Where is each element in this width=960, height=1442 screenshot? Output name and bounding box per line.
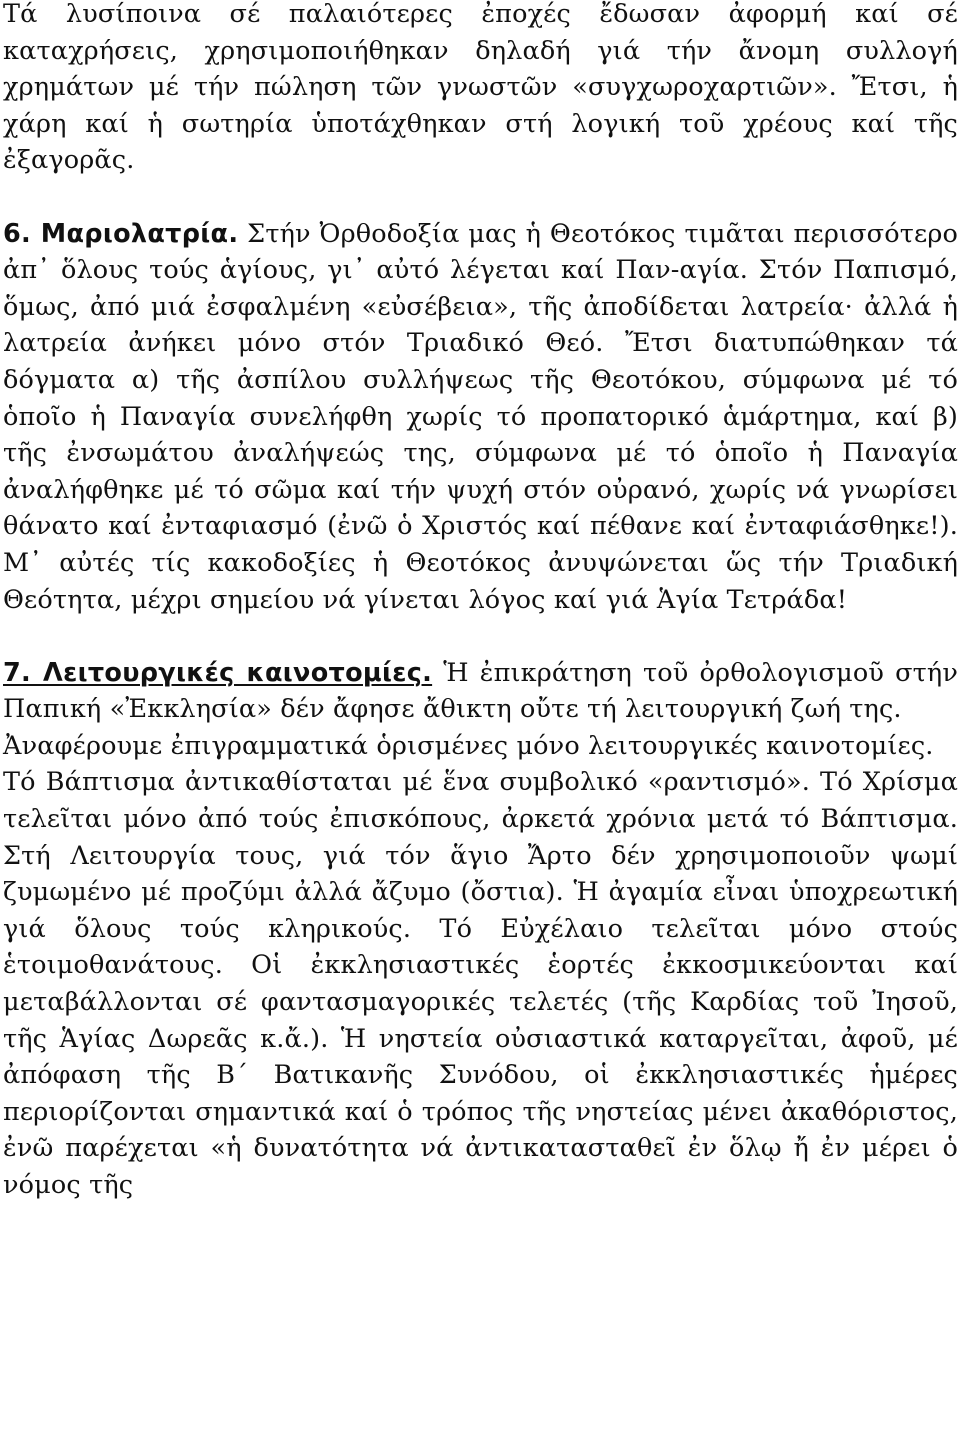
section-body-liturgical-innovations: Ἡ ἐπικράτηση τοῦ ὀρθολογισμοῦ στήν Παπική «Ἐκκλησία» δέν ἄφησε ἄθικτη οὔτε τή λειτουργική ζωή της. xyxy=(3,657,958,725)
paragraph-liturgical-innovations xyxy=(3,655,958,728)
paragraph-indulgences: Τά λυσίποινα σέ παλαιότερες ἐποχές ἔδωσαν ἀφορμή καί σέ καταχρήσεις, χρησιμοποιήθηκαν δηλαδή γιά τήν ἄνομη συλλογή χρημάτων μέ τήν πώληση τῶν γνωστῶν «συγχωροχαρτιῶν». Ἔτσι, ἡ χάρη καί ἡ σωτηρία ὑποτάχθηκαν στή λογική τοῦ χρέους καί τῆς ἐξαγορᾶς. xyxy=(3,0,958,176)
paragraph-mariolatry xyxy=(3,216,958,619)
section-heading-mariolatry: 6. Μαριολατρία. xyxy=(3,218,239,249)
section-heading-liturgical-innovations: 7. Λειτουργικές καινοτομίες. xyxy=(3,657,433,688)
paragraph-innovations-list: Τό Βάπτισμα ἀντικαθίσταται μέ ἕνα συμβολικό «ραντισμό». Τό Χρίσμα τελεῖται μόνο ἀπό τούς ἐπισκόπους, ἀρκετά χρόνια μετά τό Βάπτισμα. Στή Λειτουργία τους, γιά τόν ἅγιο Ἄρτο δέν χρησιμοποιοῦν ψωμί ζυμωμένο μέ προζύμι ἀλλά ἄζυμο (ὄστια). Ἡ ἀγαμία εἶναι ὑποχρεωτική γιά ὅλους τούς κληρικούς. Τό Εὐχέλαιο τελεῖται μόνο στούς ἑτοιμοθανάτους. Οἱ ἐκκλησιαστικές ἑορτές ἐκκοσμικεύονται καί μεταβάλλονται σέ φαντασμαγορικές τελετές (τῆς Καρδίας τοῦ Ἰησοῦ, τῆς Ἁγίας Δωρεᾶς κ.ἄ.). Ἡ νηστεία οὐσιαστικά καταργεῖται, ἀφοῦ, μέ ἀπόφαση τῆς Β´ Βατικανῆς Συνόδου, οἱ ἐκκλησιαστικές ἡμέρες περιορίζονται σημαντικά καί ὁ τρόπος τῆς νηστείας μένει ἀκαθόριστος, ἐνῶ παρέχεται «ἡ δυνατότητα νά ἀντικατασταθεῖ ἐν ὅλῳ ἤ ἐν μέρει ὁ νόμος τῆς xyxy=(3,767,958,1200)
paragraph-innovations-intro: Ἀναφέρουμε ἐπιγραμματικά ὁρισμένες μόνο λειτουργικές καινοτομίες. xyxy=(3,730,934,761)
paragraph-gap xyxy=(3,618,958,655)
section-body-mariolatry: Στήν Ὀρθοδοξία μας ἡ Θεοτόκος τιμᾶται περισσότερο ἀπ᾽ ὅλους τούς ἁγίους, γι᾽ αὐτό λέγεται καί Παν-αγία. Στόν Παπισμό, ὅμως, ἀπό μιά ἐσφαλμένη «εὐσέβεια», τῆς ἀποδίδεται λατρεία· ἀλλά ἡ λατρεία ἀνήκει μόνο στόν Τριαδικό Θεό. Ἔτσι διατυπώθηκαν τά δόγματα α) τῆς ἀσπίλου συλλήψεως τῆς Θεοτόκου, σύμφωνα μέ τό ὁποῖο ἡ Παναγία συνελήφθη χωρίς τό προπατορικό ἁμάρτημα, καί β) τῆς ἐνσωμάτου ἀναλήψεώς της, σύμφωνα μέ τό ὁποῖο ἡ Παναγία ἀναλήφθηκε μέ τό σῶμα καί τήν ψυχή στόν οὐρανό, χωρίς νά γνωρίσει θάνατο καί ἐνταφιασμό (ἐνῶ ὁ Χριστός καί πέθανε καί ἐνταφιάσθηκε!). Μ᾽ αὐτές τίς κακοδοξίες ἡ Θεοτόκος ἀνυψώνεται ὥς τήν Τριαδική Θεότητα, μέχρι σημείου νά γίνεται λόγος καί γιά Ἁγία Τετράδα! xyxy=(3,218,958,615)
paragraph-gap xyxy=(3,179,958,216)
